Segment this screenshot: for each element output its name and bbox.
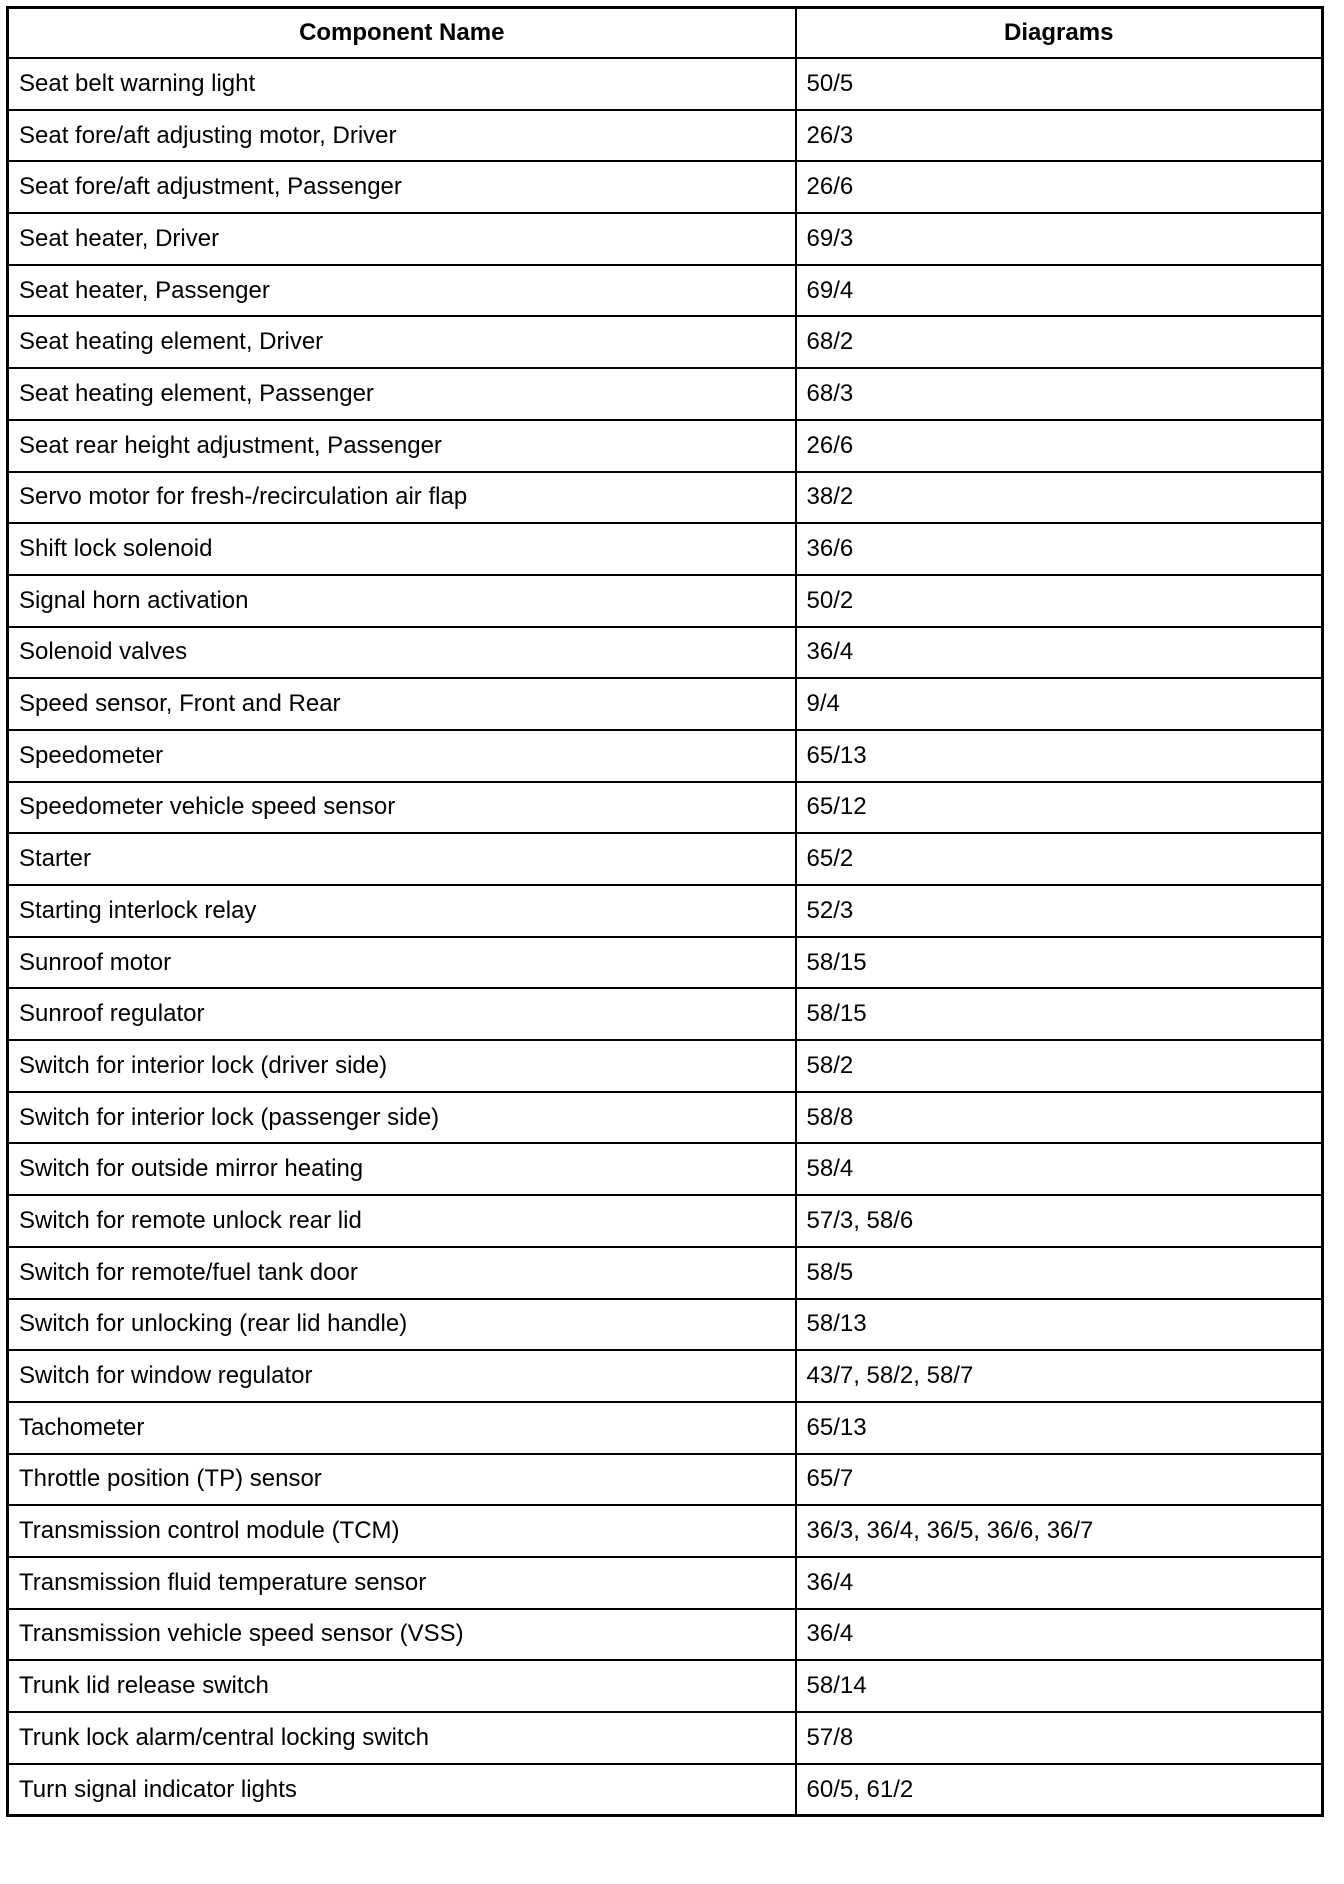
table-row <box>8 782 1323 834</box>
table-row <box>8 213 1323 265</box>
diagrams-cell: 60/5, 61/2 <box>796 1764 1323 1816</box>
diagrams-cell: 36/4 <box>796 627 1323 679</box>
diagrams-cell: 58/4 <box>796 1143 1323 1195</box>
component-name-cell: Speed sensor, Front and Rear <box>8 678 796 730</box>
table-row <box>8 472 1323 524</box>
component-name-cell: Switch for interior lock (passenger side) <box>8 1092 796 1144</box>
diagrams-cell: 26/3 <box>796 110 1323 162</box>
diagrams-cell: 36/3, 36/4, 36/5, 36/6, 36/7 <box>796 1505 1323 1557</box>
table-row <box>8 1764 1323 1816</box>
component-name-cell: Signal horn activation <box>8 575 796 627</box>
table-row <box>8 368 1323 420</box>
table-header-row <box>8 8 1323 59</box>
diagrams-cell: 65/13 <box>796 1402 1323 1454</box>
component-name-cell: Servo motor for fresh-/recirculation air flap <box>8 472 796 524</box>
component-name-cell: Trunk lid release switch <box>8 1660 796 1712</box>
table-row <box>8 1143 1323 1195</box>
component-name-cell: Switch for remote unlock rear lid <box>8 1195 796 1247</box>
component-name-cell: Switch for remote/fuel tank door <box>8 1247 796 1299</box>
table-row <box>8 1092 1323 1144</box>
component-name-cell: Switch for outside mirror heating <box>8 1143 796 1195</box>
table-row <box>8 1660 1323 1712</box>
diagrams-cell: 58/15 <box>796 937 1323 989</box>
table-row <box>8 58 1323 110</box>
component-name-cell: Seat heater, Driver <box>8 213 796 265</box>
component-name-cell: Sunroof motor <box>8 937 796 989</box>
component-name-cell: Seat fore/aft adjusting motor, Driver <box>8 110 796 162</box>
diagrams-cell: 58/13 <box>796 1299 1323 1351</box>
component-table-wrapper <box>6 6 1321 1817</box>
component-name-cell: Switch for window regulator <box>8 1350 796 1402</box>
diagrams-cell: 68/2 <box>796 316 1323 368</box>
table-row <box>8 885 1323 937</box>
diagrams-cell: 9/4 <box>796 678 1323 730</box>
diagrams-cell: 36/4 <box>796 1557 1323 1609</box>
diagrams-cell: 65/12 <box>796 782 1323 834</box>
table-row <box>8 316 1323 368</box>
table-row <box>8 1195 1323 1247</box>
component-name-cell: Shift lock solenoid <box>8 523 796 575</box>
diagrams-cell: 50/2 <box>796 575 1323 627</box>
table-row <box>8 265 1323 317</box>
table-body <box>8 58 1323 1816</box>
component-name-cell: Switch for unlocking (rear lid handle) <box>8 1299 796 1351</box>
diagrams-cell: 69/3 <box>796 213 1323 265</box>
component-name-cell: Seat heater, Passenger <box>8 265 796 317</box>
component-diagram-table <box>6 6 1324 1817</box>
diagrams-cell: 57/8 <box>796 1712 1323 1764</box>
diagrams-cell: 58/5 <box>796 1247 1323 1299</box>
diagrams-cell: 58/14 <box>796 1660 1323 1712</box>
diagrams-cell: 50/5 <box>796 58 1323 110</box>
diagrams-cell: 38/2 <box>796 472 1323 524</box>
component-name-cell: Seat fore/aft adjustment, Passenger <box>8 161 796 213</box>
component-name-cell: Seat rear height adjustment, Passenger <box>8 420 796 472</box>
table-row <box>8 1505 1323 1557</box>
diagrams-cell: 52/3 <box>796 885 1323 937</box>
diagrams-cell: 43/7, 58/2, 58/7 <box>796 1350 1323 1402</box>
column-header-diagrams: Diagrams <box>796 8 1323 59</box>
component-name-cell: Seat heating element, Driver <box>8 316 796 368</box>
table-row <box>8 1557 1323 1609</box>
table-row <box>8 678 1323 730</box>
component-name-cell: Transmission vehicle speed sensor (VSS) <box>8 1609 796 1661</box>
component-name-cell: Turn signal indicator lights <box>8 1764 796 1816</box>
diagrams-cell: 58/8 <box>796 1092 1323 1144</box>
table-row <box>8 110 1323 162</box>
diagrams-cell: 58/15 <box>796 988 1323 1040</box>
component-name-cell: Seat heating element, Passenger <box>8 368 796 420</box>
table-row <box>8 937 1323 989</box>
column-header-component-name: Component Name <box>8 8 796 59</box>
table-row <box>8 1402 1323 1454</box>
table-row <box>8 1609 1323 1661</box>
table-row <box>8 1350 1323 1402</box>
component-name-cell: Speedometer <box>8 730 796 782</box>
table-row <box>8 833 1323 885</box>
component-name-cell: Sunroof regulator <box>8 988 796 1040</box>
diagrams-cell: 26/6 <box>796 420 1323 472</box>
component-name-cell: Switch for interior lock (driver side) <box>8 1040 796 1092</box>
diagrams-cell: 26/6 <box>796 161 1323 213</box>
table-row <box>8 1247 1323 1299</box>
table-row <box>8 161 1323 213</box>
diagrams-cell: 36/4 <box>796 1609 1323 1661</box>
component-name-cell: Starting interlock relay <box>8 885 796 937</box>
component-name-cell: Transmission control module (TCM) <box>8 1505 796 1557</box>
diagrams-cell: 65/2 <box>796 833 1323 885</box>
table-row <box>8 420 1323 472</box>
component-name-cell: Starter <box>8 833 796 885</box>
component-name-cell: Transmission fluid temperature sensor <box>8 1557 796 1609</box>
component-name-cell: Tachometer <box>8 1402 796 1454</box>
table-row <box>8 627 1323 679</box>
component-name-cell: Throttle position (TP) sensor <box>8 1454 796 1506</box>
table-row <box>8 730 1323 782</box>
diagrams-cell: 65/7 <box>796 1454 1323 1506</box>
table-row <box>8 1040 1323 1092</box>
component-name-cell: Speedometer vehicle speed sensor <box>8 782 796 834</box>
component-name-cell: Solenoid valves <box>8 627 796 679</box>
diagrams-cell: 58/2 <box>796 1040 1323 1092</box>
diagrams-cell: 68/3 <box>796 368 1323 420</box>
diagrams-cell: 65/13 <box>796 730 1323 782</box>
diagrams-cell: 36/6 <box>796 523 1323 575</box>
table-row <box>8 1299 1323 1351</box>
component-name-cell: Trunk lock alarm/central locking switch <box>8 1712 796 1764</box>
component-name-cell: Seat belt warning light <box>8 58 796 110</box>
table-row <box>8 1712 1323 1764</box>
table-row <box>8 575 1323 627</box>
diagrams-cell: 57/3, 58/6 <box>796 1195 1323 1247</box>
diagrams-cell: 69/4 <box>796 265 1323 317</box>
table-row <box>8 988 1323 1040</box>
table-row <box>8 523 1323 575</box>
table-row <box>8 1454 1323 1506</box>
